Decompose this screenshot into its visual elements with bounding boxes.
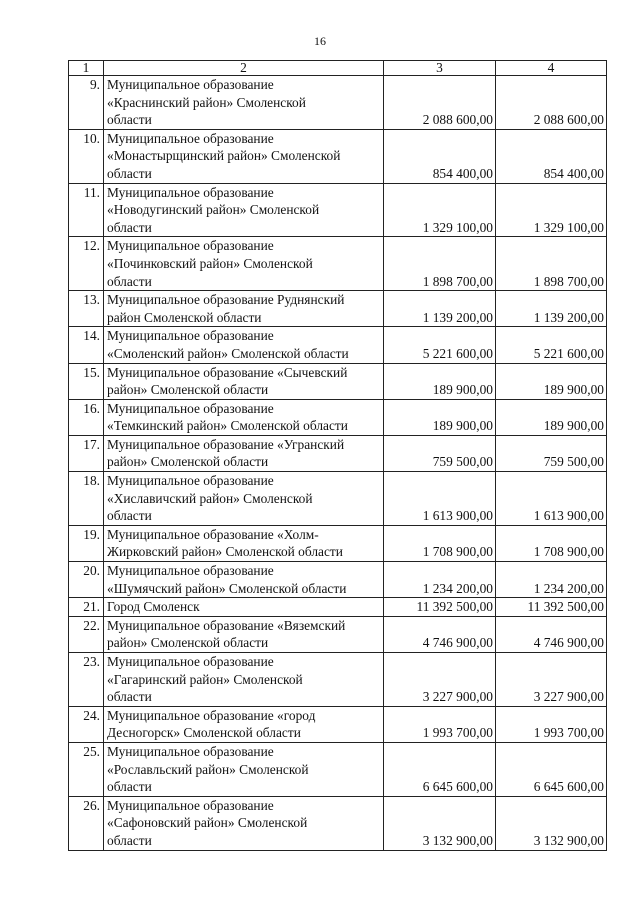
amount-col-4: 6 645 600,00 — [496, 742, 607, 796]
municipality-name — [104, 616, 384, 652]
table-row — [69, 598, 607, 617]
municipality-name-line: Десногорск» Смоленской области — [107, 725, 301, 741]
municipality-name-line: Муниципальное образование — [107, 563, 274, 579]
budget-table — [68, 60, 607, 851]
table-row — [69, 706, 607, 742]
municipality-name-line: Муниципальное образование — [107, 77, 274, 92]
table-row — [69, 291, 607, 327]
amount-col-3: 1 329 100,00 — [384, 183, 496, 237]
amount-col-3: 759 500,00 — [384, 435, 496, 471]
municipality-name — [104, 129, 384, 183]
municipality-name — [104, 183, 384, 237]
municipality-name-line: Муниципальное образование — [107, 184, 274, 200]
amount-col-4: 1 613 900,00 — [496, 472, 607, 526]
municipality-name-line: «Шумячский район» Смоленской области — [107, 580, 347, 596]
header-col-2: 2 — [104, 61, 384, 76]
municipality-name — [104, 653, 384, 707]
amount-col-3: 2 088 600,00 — [384, 76, 496, 130]
municipality-name-line: Муниципальное образование — [107, 130, 274, 146]
municipality-name-line: «Монастырщинский район» Смоленской — [107, 148, 341, 164]
municipality-name-line: Муниципальное образование «Холм- — [107, 526, 319, 542]
municipality-name-line: «Темкинский район» Смоленской области — [107, 418, 348, 434]
amount-col-4: 1 898 700,00 — [496, 237, 607, 291]
municipality-name-line: Муниципальное образование — [107, 473, 274, 489]
municipality-name — [104, 399, 384, 435]
row-number: 21. — [69, 598, 104, 617]
table-row — [69, 435, 607, 471]
table-row — [69, 472, 607, 526]
row-number: 14. — [69, 327, 104, 363]
amount-col-3: 11 392 500,00 — [384, 598, 496, 617]
municipality-name — [104, 76, 384, 130]
amount-col-3: 1 993 700,00 — [384, 706, 496, 742]
municipality-name-line: Муниципальное образование «Вяземский — [107, 617, 346, 633]
municipality-name-line: «Хиславичский район» Смоленской — [107, 490, 313, 506]
municipality-name — [104, 706, 384, 742]
municipality-name — [104, 327, 384, 363]
municipality-name-line: области — [107, 273, 152, 289]
row-number: 16. — [69, 399, 104, 435]
municipality-name-line: Муниципальное образование «город — [107, 707, 316, 723]
row-number: 15. — [69, 363, 104, 399]
table-row — [69, 525, 607, 561]
municipality-name-line: «Сафоновский район» Смоленской — [107, 815, 308, 831]
table-row — [69, 129, 607, 183]
municipality-name-line: район» Смоленской области — [107, 382, 269, 398]
amount-col-4: 3 132 900,00 — [496, 796, 607, 850]
municipality-name-line: области — [107, 779, 152, 795]
municipality-name-line: Муниципальное образование «Сычевский — [107, 364, 348, 380]
amount-col-3: 189 900,00 — [384, 363, 496, 399]
table-row — [69, 363, 607, 399]
amount-col-4: 1 708 900,00 — [496, 525, 607, 561]
table-row — [69, 742, 607, 796]
row-number: 17. — [69, 435, 104, 471]
table-row — [69, 653, 607, 707]
amount-col-4: 1 993 700,00 — [496, 706, 607, 742]
row-number: 10. — [69, 129, 104, 183]
table-row — [69, 76, 607, 130]
municipality-name-line: области — [107, 689, 152, 705]
amount-col-4: 759 500,00 — [496, 435, 607, 471]
municipality-name — [104, 291, 384, 327]
row-number: 24. — [69, 706, 104, 742]
row-number: 12. — [69, 237, 104, 291]
row-number: 9. — [69, 76, 104, 130]
municipality-name-line: Муниципальное образование «Угранский — [107, 436, 345, 452]
amount-col-3: 6 645 600,00 — [384, 742, 496, 796]
municipality-name-line: «Гагаринский район» Смоленской — [107, 671, 303, 687]
amount-col-4: 5 221 600,00 — [496, 327, 607, 363]
municipality-name-line: области — [107, 165, 152, 181]
municipality-name-line: район» Смоленской области — [107, 635, 269, 651]
municipality-name — [104, 472, 384, 526]
table-header-row — [69, 61, 607, 76]
row-number: 11. — [69, 183, 104, 237]
amount-col-3: 3 227 900,00 — [384, 653, 496, 707]
amount-col-4: 2 088 600,00 — [496, 76, 607, 130]
table-row — [69, 562, 607, 598]
row-number: 18. — [69, 472, 104, 526]
municipality-name — [104, 796, 384, 850]
table-row — [69, 237, 607, 291]
amount-col-4: 1 234 200,00 — [496, 562, 607, 598]
row-number: 19. — [69, 525, 104, 561]
municipality-name-line: район Смоленской области — [107, 309, 262, 325]
municipality-name — [104, 598, 384, 617]
amount-col-3: 1 139 200,00 — [384, 291, 496, 327]
amount-col-4: 1 329 100,00 — [496, 183, 607, 237]
amount-col-3: 4 746 900,00 — [384, 616, 496, 652]
municipality-name-line: «Смоленский район» Смоленской области — [107, 345, 349, 361]
amount-col-3: 854 400,00 — [384, 129, 496, 183]
municipality-name-line: Муниципальное образование — [107, 743, 274, 759]
amount-col-3: 5 221 600,00 — [384, 327, 496, 363]
municipality-name — [104, 562, 384, 598]
row-number: 26. — [69, 796, 104, 850]
municipality-name-line: области — [107, 112, 152, 128]
amount-col-3: 189 900,00 — [384, 399, 496, 435]
municipality-name-line: Муниципальное образование — [107, 654, 274, 669]
header-col-3: 3 — [384, 61, 496, 76]
municipality-name-line: «Краснинский район» Смоленской — [107, 94, 306, 110]
municipality-name — [104, 525, 384, 561]
municipality-name-line: области — [107, 219, 152, 235]
row-number: 23. — [69, 653, 104, 707]
municipality-name-line: «Рославльский район» Смоленской — [107, 761, 309, 777]
page-number: 16 — [314, 34, 326, 48]
municipality-name-line: Муниципальное образование — [107, 238, 274, 254]
municipality-name-line: район» Смоленской области — [107, 454, 269, 470]
municipality-name — [104, 237, 384, 291]
amount-col-3: 3 132 900,00 — [384, 796, 496, 850]
header-col-1: 1 — [69, 61, 104, 76]
amount-col-4: 3 227 900,00 — [496, 653, 607, 707]
amount-col-3: 1 234 200,00 — [384, 562, 496, 598]
table-row — [69, 399, 607, 435]
row-number: 22. — [69, 616, 104, 652]
municipality-name — [104, 742, 384, 796]
municipality-name-line: Жирковский район» Смоленской области — [107, 544, 343, 560]
header-col-4: 4 — [496, 61, 607, 76]
amount-col-4: 4 746 900,00 — [496, 616, 607, 652]
municipality-name-line: Муниципальное образование — [107, 797, 274, 813]
amount-col-3: 1 613 900,00 — [384, 472, 496, 526]
municipality-name-line: «Новодугинский район» Смоленской — [107, 202, 320, 218]
municipality-name-line: Муниципальное образование — [107, 328, 274, 344]
municipality-name-line: области — [107, 832, 152, 848]
amount-col-4: 189 900,00 — [496, 399, 607, 435]
municipality-name — [104, 363, 384, 399]
table-row — [69, 616, 607, 652]
amount-col-4: 189 900,00 — [496, 363, 607, 399]
municipality-name-line: области — [107, 508, 152, 524]
table-row — [69, 327, 607, 363]
amount-col-4: 1 139 200,00 — [496, 291, 607, 327]
municipality-name-line: Муниципальное образование — [107, 400, 274, 416]
row-number: 13. — [69, 291, 104, 327]
amount-col-3: 1 708 900,00 — [384, 525, 496, 561]
table-row — [69, 183, 607, 237]
table-body — [69, 76, 607, 851]
amount-col-4: 854 400,00 — [496, 129, 607, 183]
amount-col-4: 11 392 500,00 — [496, 598, 607, 617]
table-row — [69, 796, 607, 850]
municipality-name-line: Город Смоленск — [107, 599, 200, 615]
municipality-name-line: Муниципальное образование Руднянский — [107, 292, 345, 308]
row-number: 25. — [69, 742, 104, 796]
municipality-name — [104, 435, 384, 471]
row-number: 20. — [69, 562, 104, 598]
amount-col-3: 1 898 700,00 — [384, 237, 496, 291]
municipality-name-line: «Починковский район» Смоленской — [107, 255, 313, 271]
